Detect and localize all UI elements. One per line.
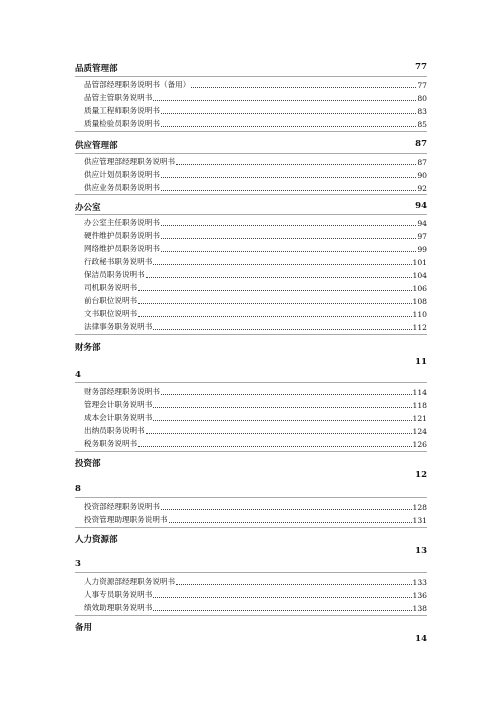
dot-leader — [191, 86, 416, 88]
entry-title: 管理会计职务说明书 — [84, 400, 153, 409]
section-page-part: 8 — [75, 484, 81, 494]
section-page: 77 — [415, 62, 427, 72]
dot-leader — [161, 112, 416, 114]
section-title[interactable]: 财务部 — [75, 343, 101, 353]
dot-leader — [169, 521, 412, 523]
divider — [75, 194, 427, 195]
toc-entry[interactable] — [84, 411, 427, 423]
entry-title: 前台职位说明书 — [84, 296, 138, 305]
section-page-part: 14 — [415, 634, 427, 644]
divider — [75, 76, 427, 77]
entry-title: 供应计划员职务说明书 — [84, 170, 160, 179]
entry-title: 人事专员职务说明书 — [84, 590, 153, 599]
divider — [75, 615, 427, 616]
toc-section-heading[interactable] — [75, 139, 427, 153]
entry-title: 司机职务说明书 — [84, 283, 138, 292]
toc-entry[interactable] — [84, 216, 427, 228]
entry-title: 品管主管职务说明书 — [84, 93, 153, 102]
entry-page: 131 — [412, 516, 427, 525]
entry-title: 供应管理部经理职务说明书 — [84, 157, 176, 166]
divider — [75, 497, 427, 498]
entry-page: 108 — [412, 297, 427, 306]
entry-page: 114 — [412, 388, 427, 397]
section-page-part: 11 — [415, 357, 427, 367]
entry-page: 85 — [417, 120, 427, 129]
divider — [75, 527, 427, 528]
toc-entry[interactable] — [84, 155, 427, 167]
entry-page: 104 — [412, 271, 427, 280]
toc-entry[interactable] — [84, 398, 427, 410]
entry-page: 87 — [417, 158, 427, 167]
entry-title: 保洁员职务说明书 — [84, 270, 145, 279]
toc-entry[interactable] — [84, 181, 427, 193]
toc-entry[interactable] — [84, 78, 427, 90]
dot-leader — [153, 99, 416, 101]
divider — [75, 214, 427, 215]
dot-leader — [176, 583, 411, 585]
section-title: 办公室 — [75, 203, 101, 213]
entry-page: 99 — [417, 245, 427, 254]
dot-leader — [153, 596, 411, 598]
toc-entry[interactable] — [84, 91, 427, 103]
divider — [75, 153, 427, 154]
toc-entry[interactable] — [84, 168, 427, 180]
toc-entry[interactable] — [84, 242, 427, 254]
dot-leader — [138, 315, 411, 317]
entry-page: 90 — [417, 171, 427, 180]
toc-entry[interactable] — [84, 424, 427, 436]
entry-title: 出纳员职务说明书 — [84, 426, 145, 435]
divider — [75, 131, 427, 132]
dot-leader — [161, 189, 416, 191]
dot-leader — [161, 224, 416, 226]
dot-leader — [138, 445, 411, 447]
entry-page: 110 — [412, 310, 427, 319]
entry-page: 112 — [412, 323, 427, 332]
toc-entry[interactable] — [84, 500, 427, 512]
divider — [75, 382, 427, 383]
entry-page: 128 — [412, 503, 427, 512]
entry-title: 网络维护员职务说明书 — [84, 244, 160, 253]
entry-title: 成本会计职务说明书 — [84, 413, 153, 422]
entry-title: 财务部经理职务说明书 — [84, 387, 160, 396]
entry-page: 124 — [412, 427, 427, 436]
entry-title: 法律事务职务说明书 — [84, 322, 153, 331]
dot-leader — [153, 328, 411, 330]
section-page-part: 3 — [75, 559, 81, 569]
dot-leader — [161, 250, 416, 252]
entry-page: 77 — [417, 81, 427, 90]
entry-page: 80 — [417, 94, 427, 103]
section-page-part: 13 — [415, 546, 427, 556]
toc-entry[interactable] — [84, 268, 427, 280]
toc-entry[interactable] — [84, 307, 427, 319]
entry-title: 税务职务说明书 — [84, 439, 138, 448]
dot-leader — [153, 406, 411, 408]
section-title: 供应管理部 — [75, 141, 118, 151]
entry-page: 133 — [412, 578, 427, 587]
entry-title: 硬件维护员职务说明书 — [84, 231, 160, 240]
dot-leader — [161, 176, 416, 178]
entry-title: 绩效助理职务说明书 — [84, 603, 153, 612]
entry-page: 83 — [417, 107, 427, 116]
section-title[interactable]: 人力资源部 — [75, 535, 118, 545]
section-title[interactable]: 备用 — [75, 623, 93, 633]
dot-leader — [153, 263, 411, 265]
toc-entry[interactable] — [84, 117, 427, 129]
toc-entry[interactable] — [84, 588, 427, 600]
dot-leader — [138, 289, 411, 291]
entry-page: 94 — [417, 219, 427, 228]
dot-leader — [153, 609, 411, 611]
entry-page: 106 — [412, 284, 427, 293]
dot-leader — [146, 432, 412, 434]
toc-entry[interactable] — [84, 385, 427, 397]
dot-leader — [146, 276, 412, 278]
entry-page: 138 — [412, 604, 427, 613]
entry-title: 文书职位说明书 — [84, 309, 138, 318]
entry-title: 投资部经理职务说明书 — [84, 502, 160, 511]
toc-entry[interactable] — [84, 437, 427, 449]
entry-page: 101 — [412, 258, 427, 267]
toc-entry[interactable] — [84, 575, 427, 587]
section-page: 87 — [415, 139, 427, 149]
entry-title: 品管部经理职务说明书（备用） — [84, 80, 191, 89]
entry-page: 97 — [417, 232, 427, 241]
dot-leader — [161, 125, 416, 127]
toc-entry[interactable] — [84, 229, 427, 241]
toc-entry[interactable] — [84, 255, 427, 267]
divider — [75, 334, 427, 335]
entry-title: 办公室主任职务说明书 — [84, 218, 160, 227]
entry-page: 126 — [412, 440, 427, 449]
toc-entry[interactable] — [84, 281, 427, 293]
dot-leader — [161, 508, 412, 510]
entry-title: 投资管理助理职务说明书 — [84, 515, 168, 524]
entry-title: 质量工程师职务说明书 — [84, 106, 160, 115]
entry-title: 供应业务员职务说明书 — [84, 183, 160, 192]
toc-section-heading[interactable] — [75, 201, 427, 215]
dot-leader — [161, 237, 416, 239]
section-page-part: 4 — [75, 370, 81, 380]
toc-section-heading[interactable] — [75, 62, 427, 76]
entry-title: 质量检验员职务说明书 — [84, 119, 160, 128]
entry-page: 118 — [412, 401, 427, 410]
entry-title: 行政秘书职务说明书 — [84, 257, 153, 266]
section-title: 品质管理部 — [75, 64, 118, 74]
entry-title: 人力资源部经理职务说明书 — [84, 577, 176, 586]
section-page: 94 — [415, 201, 427, 211]
toc-entry[interactable] — [84, 294, 427, 306]
entry-page: 121 — [412, 414, 427, 423]
toc-entry[interactable] — [84, 104, 427, 116]
dot-leader — [153, 419, 411, 421]
dot-leader — [138, 302, 411, 304]
dot-leader — [161, 393, 412, 395]
toc-entry[interactable] — [84, 320, 427, 332]
section-page-part: 12 — [415, 470, 427, 480]
entry-page: 136 — [412, 591, 427, 600]
toc-entry[interactable] — [84, 601, 427, 613]
divider — [75, 451, 427, 452]
dot-leader — [176, 163, 416, 165]
toc-entry[interactable] — [84, 513, 427, 525]
entry-page: 92 — [417, 184, 427, 193]
section-title[interactable]: 投资部 — [75, 459, 101, 469]
divider — [75, 572, 427, 573]
